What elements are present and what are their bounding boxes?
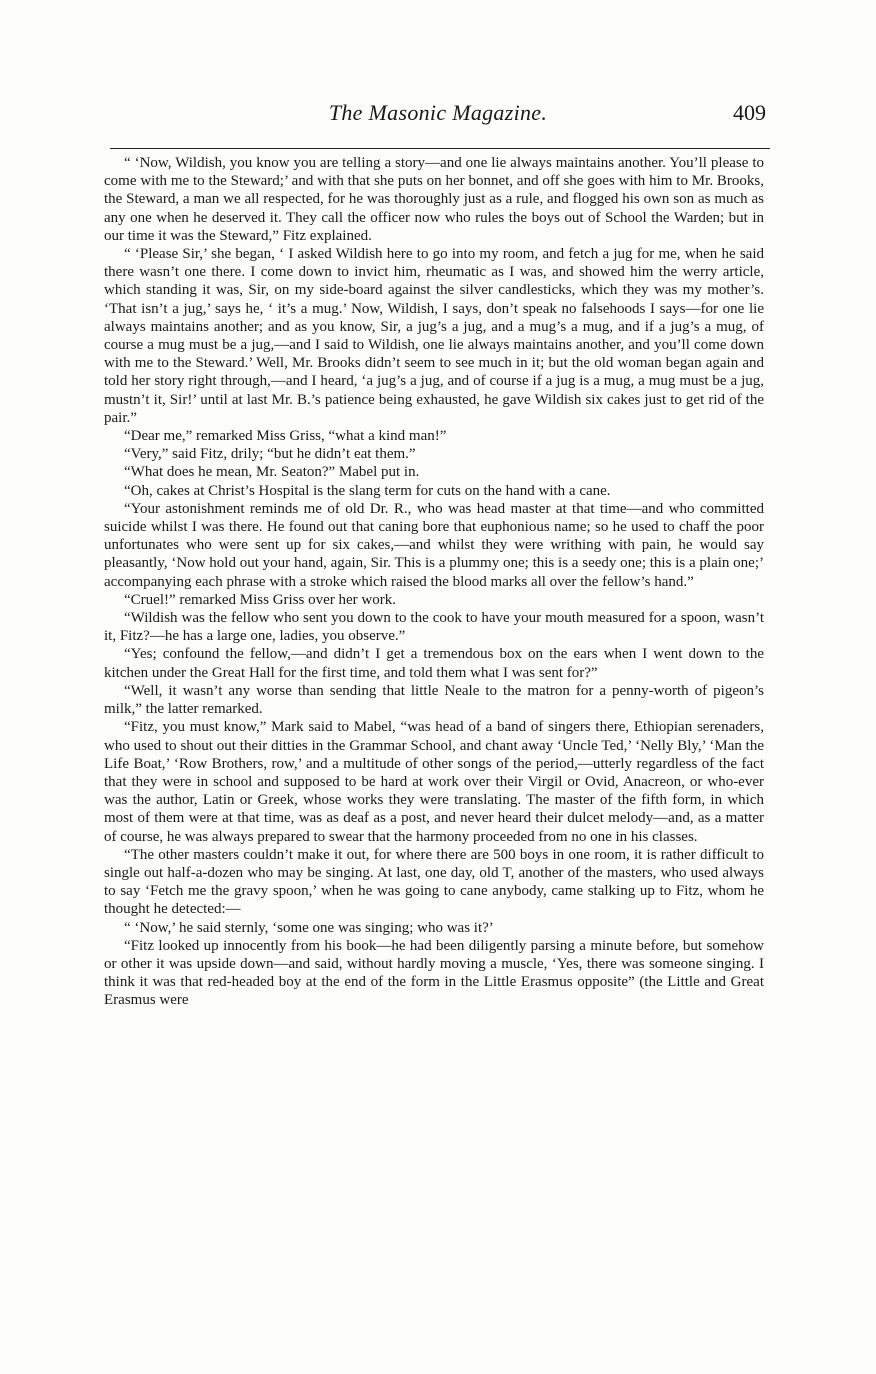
paragraph: “ ‘Now,’ he said sternly, ‘some one was singing; who was it?’ bbox=[124, 919, 494, 936]
paragraph: “ ‘Please Sir,’ she began, ‘ I asked Wildish here to go into my room, and fetch a jug for me, when he said there wasn’t one there. I come down to invict him, rheumatic as I was, and showed him the werry article, which standing it was, Sir, on my side-board against the silver candlesticks, which they was my mother’s. ‘That isn’t a jug,’ says he, ‘ it’s a mug.’ Now, Wildish, I says, don’t speak no falsehoods I says—for one lie always maintains another; and as you know, Sir, a jug’s a jug, and a mug’s a mug, and if a jug’s a mug, of course a mug must be a jug,—and I said to Wildish, one lie always maintains another, and you’ll come down with me to the Steward.’ Well, Mr. Brooks didn’t seem to see much in it; but the old woman began again and told her story right through,—and I heard, ‘a jug’s a jug, and of course if a jug is a mug, a mug must be a jug, mustn’t it, Sir!’ until at last Mr. B.’s patience being exhausted, he gave Wildish six cakes just to get rid of the pair.” bbox=[104, 246, 764, 426]
paragraph: “Fitz looked up innocently from his book—he had been diligently parsing a minute before, but somehow or other it was upside down—and said, without hardly moving a muscle, ‘Yes, there was someone singing. I think it was that red-headed boy at the end of the form in the Little Erasmus opposite” (the Little and Great Erasmus were bbox=[104, 937, 764, 1009]
paragraph: “Dear me,” remarked Miss Griss, “what a kind man!” bbox=[124, 428, 447, 445]
paragraph: “The other masters couldn’t make it out, for where there are 500 boys in one room, it is rather difficult to single out half-a-dozen who may be singing. At last, one day, old T, another of the masters, who used always to say ‘Fetch me the gravy spoon,’ when he was going to cane anybody, came stalking up to Fitz, whom he thought he detected:— bbox=[104, 846, 764, 918]
paragraph: “Yes; confound the fellow,—and didn’t I get a tremendous box on the ears when I went down to the kitchen under the Great Hall for the first time, and told them what I was sent for?” bbox=[104, 646, 764, 681]
paragraph: “ ‘Now, Wildish, you know you are telling a story—and one lie always maintains another. You’ll please to come with me to the Steward;’ and with that she puts on her bonnet, and off she goes with him to Mr. Brooks, the Steward, a man we all respected, for he was thoroughly just as a rule, and flogged his own son as much as any one when he deserved it. They call the officer now who rules the boys out of School the Warden; but in our time it was the Steward,” Fitz explained. bbox=[104, 155, 764, 244]
paragraph: “What does he mean, Mr. Seaton?” Mabel put in. bbox=[124, 464, 420, 481]
paragraph: “Oh, cakes at Christ’s Hospital is the slang term for cuts on the hand with a cane. bbox=[124, 482, 611, 499]
header-rule bbox=[110, 148, 770, 149]
page-number: 409 bbox=[733, 100, 766, 125]
paragraph: “Fitz, you must know,” Mark said to Mabel, “was head of a band of singers there, Ethiopian serenaders, who used to shout out their ditties in the Grammar School, and chant away ‘Uncle Ted,’ ‘Nelly Bly,’ ‘Man the Life Boat,’ ‘Row Brothers, row,’ and a multitude of other songs of the period,—utterly regardless of the fact that they were in school and supposed to be hard at work over their Virgil or Ovid, Anacreon, or who-ever was the author, Latin or Greek, whose works they were translating. The master of the fifth form, in which most of them were at that time, was as deaf as a post, and never heard their dulcet melody—and, as a matter of course, he was always prepared to swear that the harmony proceeded from no one in his classes. bbox=[104, 719, 764, 845]
paragraph: “Well, it wasn’t any worse than sending that little Neale to the matron for a penny-worth of pigeon’s milk,” the latter remarked. bbox=[104, 682, 764, 718]
paragraph: “Cruel!” remarked Miss Griss over her work. bbox=[124, 591, 396, 608]
paragraph: “Your astonishment reminds me of old Dr. R., who was head master at that time—and who committed suicide whilst I was there. He found out that caning bore that euphonious name; so he used to chaff the poor unfortunates who were sent up for six cakes,—and whilst they were writhing with pain, he would say pleasantly, ‘Now hold out your hand, again, Sir. This is a plummy one; this is a seedy one; this is a plain one;’ accompanying each phrase with a stroke which raised the blood marks all over the fellow’s hand.” bbox=[104, 500, 764, 590]
paragraph: “Very,” said Fitz, drily; “but he didn’t eat them.” bbox=[124, 446, 416, 463]
paragraph: “Wildish was the fellow who sent you down to the cook to have your mouth measured for a spoon, wasn’t it, Fitz?—he has a large one, ladies, you observe.” bbox=[104, 610, 764, 645]
running-header-title: The Masonic Magazine. bbox=[328, 100, 548, 125]
body-text bbox=[104, 154, 764, 1010]
